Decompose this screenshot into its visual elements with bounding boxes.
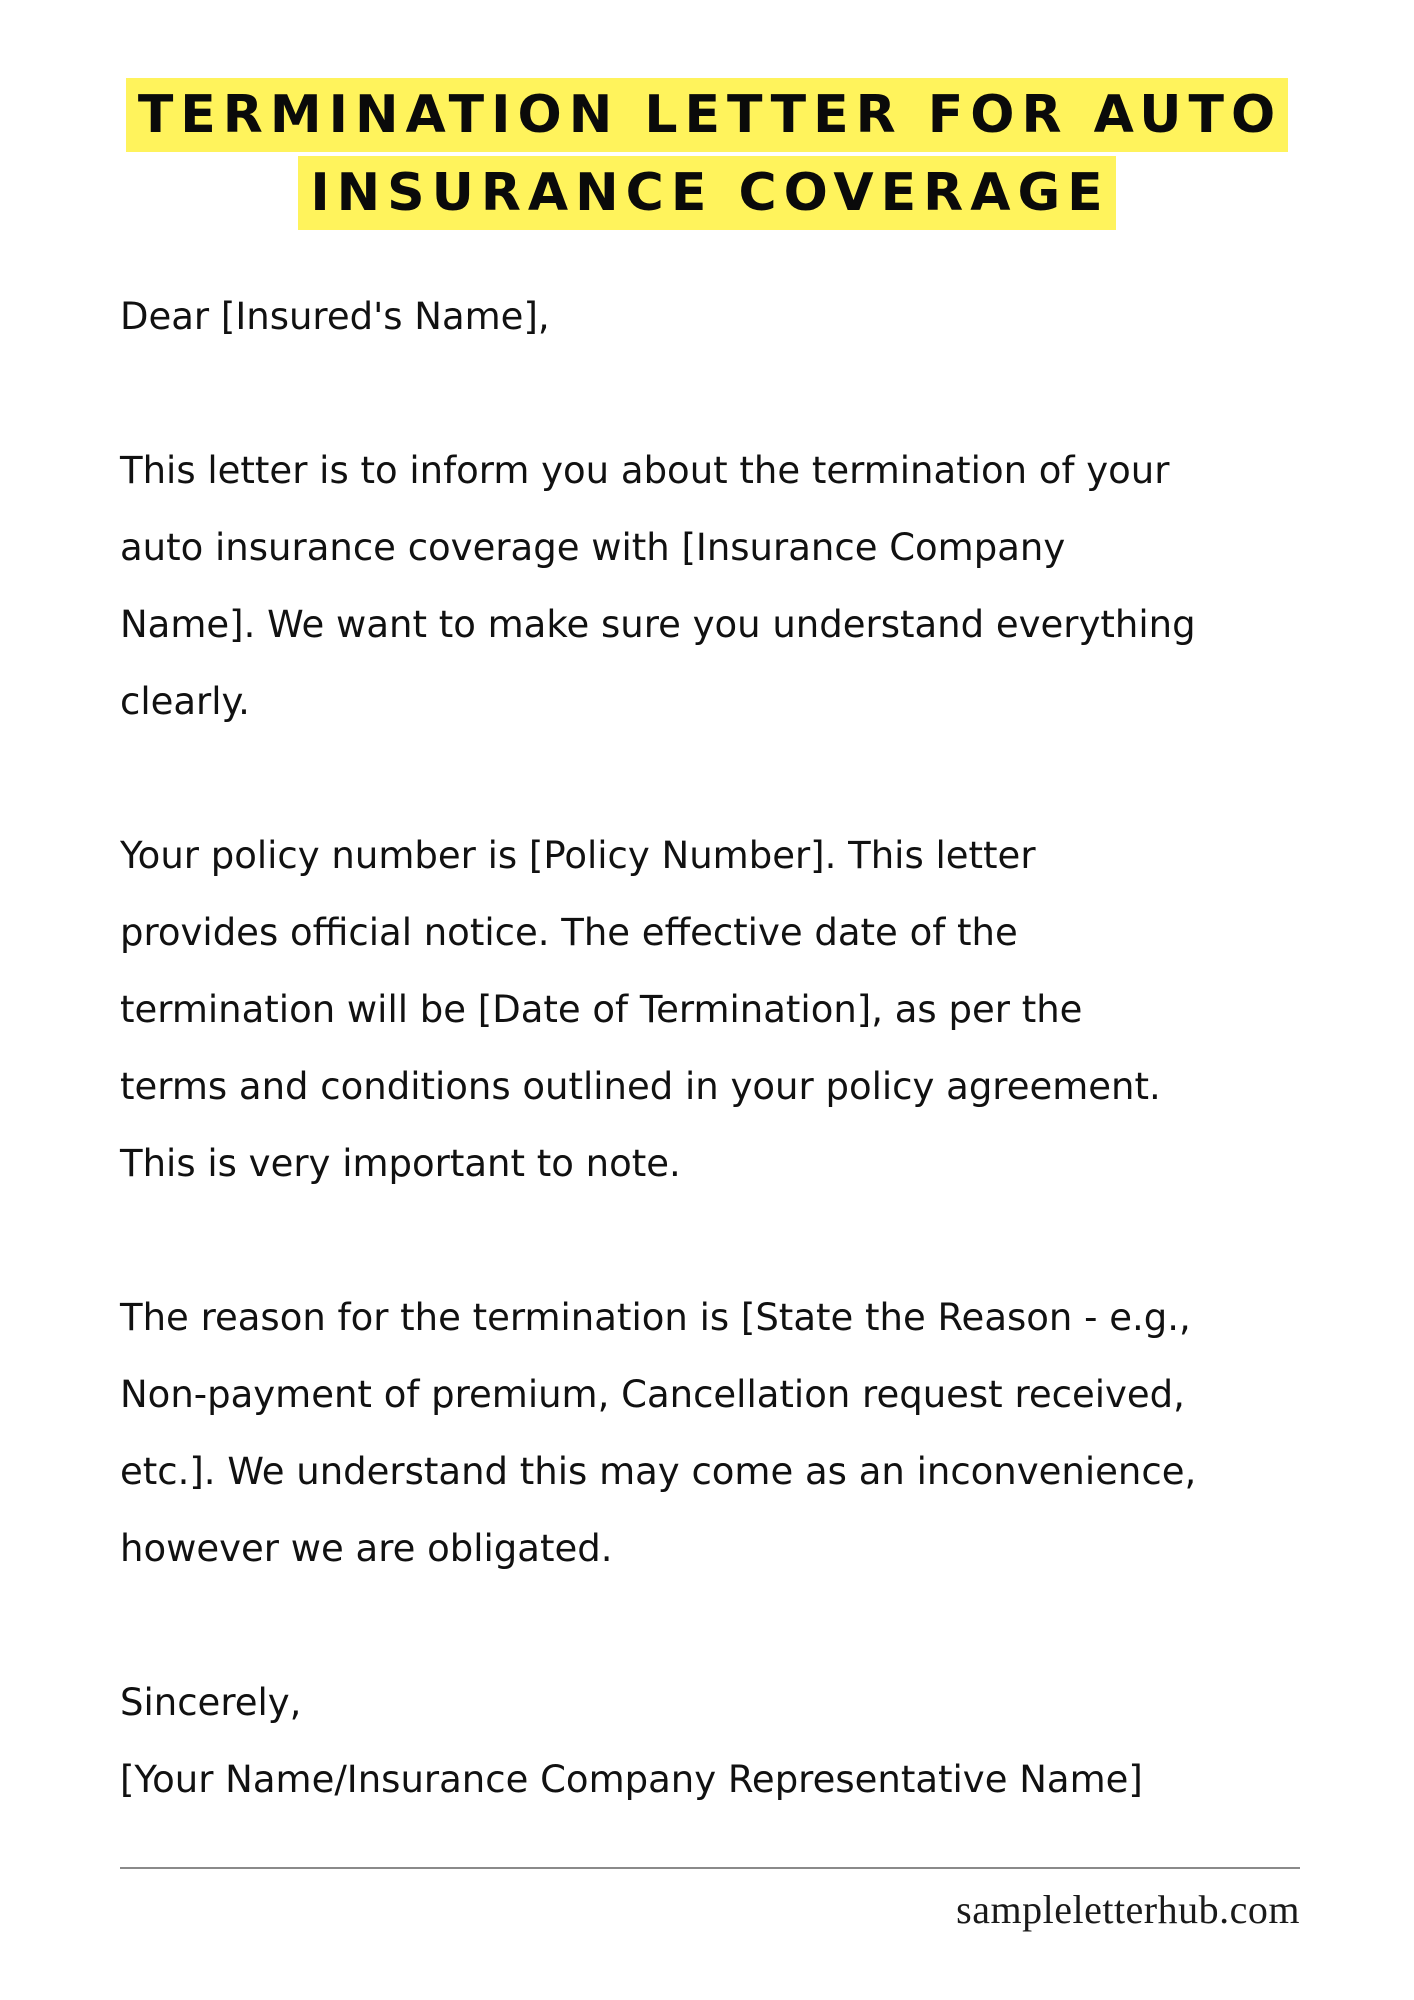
paragraph-line: however we are obligated. xyxy=(120,1527,613,1570)
closing: Sincerely, xyxy=(120,1681,302,1724)
paragraph-line: terms and conditions outlined in your policy agreement. xyxy=(120,1065,1161,1108)
footer-site-name: sampleletterhub.com xyxy=(956,1887,1300,1932)
letter-body xyxy=(120,278,1360,1818)
footer-divider xyxy=(120,1867,1300,1869)
paragraph-line: Non-payment of premium, Cancellation request received, xyxy=(120,1373,1185,1416)
paragraph-line: etc.]. We understand this may come as an inconvenience, xyxy=(120,1450,1197,1493)
paragraph-line: This letter is to inform you about the termination of your xyxy=(120,449,1170,492)
paragraph-reason xyxy=(120,1279,1360,1587)
paragraph-gap xyxy=(120,740,1360,817)
paragraph-line: termination will be [Date of Termination], as per the xyxy=(120,988,1083,1031)
paragraph-gap xyxy=(120,355,1360,432)
paragraph-gap xyxy=(120,1202,1360,1279)
salutation: Dear [Insured's Name], xyxy=(120,295,550,338)
paragraph-policy xyxy=(120,817,1360,1202)
paragraph-intro xyxy=(120,432,1360,740)
paragraph-line: This is very important to note. xyxy=(120,1142,681,1185)
paragraph-line: auto insurance coverage with [Insurance Company xyxy=(120,526,1066,569)
paragraph-line: Your policy number is [Policy Number]. This letter xyxy=(120,834,1036,877)
paragraph-line: provides official notice. The effective date of the xyxy=(120,911,1018,954)
paragraph-gap xyxy=(120,1587,1360,1664)
paragraph-line: The reason for the termination is [State the Reason - e.g., xyxy=(120,1296,1191,1339)
paragraph-line: clearly. xyxy=(120,680,250,723)
title-line-2: INSURANCE COVERAGE xyxy=(298,156,1115,230)
paragraph-line: Name]. We want to make sure you understand everything xyxy=(120,603,1196,646)
title-line-1: TERMINATION LETTER FOR AUTO xyxy=(126,78,1288,152)
letter-title xyxy=(0,78,1414,230)
signature: [Your Name/Insurance Company Representative Name] xyxy=(120,1758,1143,1801)
